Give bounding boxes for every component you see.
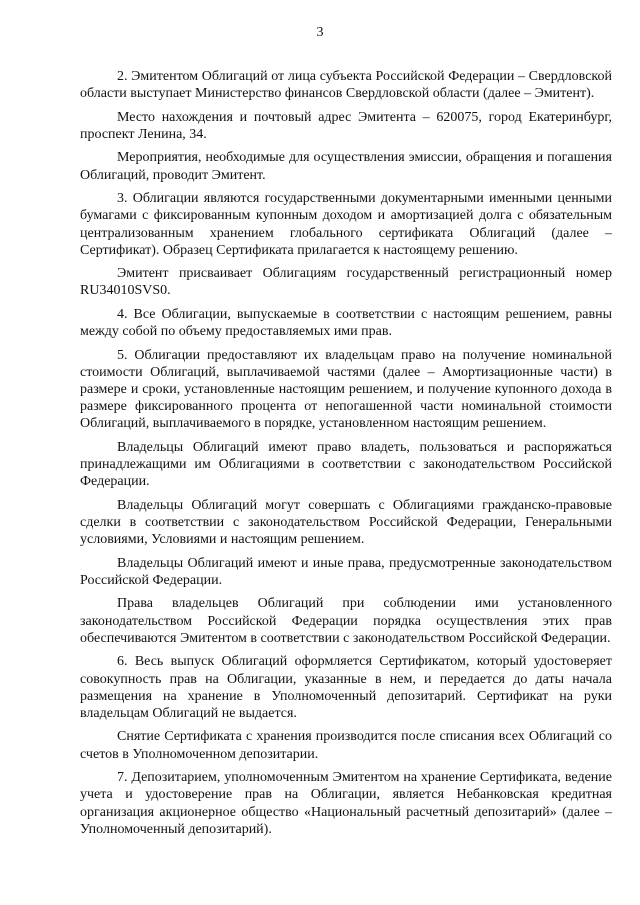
paragraph: Место нахождения и почтовый адрес Эмитента – 620075, город Екатеринбург, проспект Ленина, 34. bbox=[80, 109, 612, 142]
paragraph: Владельцы Облигаций имеют право владеть, пользоваться и распоряжаться принадлежащими им Облигациями в соответствии с законодательством Российской Федерации. bbox=[80, 439, 612, 490]
paragraph: Владельцы Облигаций могут совершать с Облигациями гражданско-правовые сделки в соответствии с законодательством Российской Федерации, Генеральными условиями, Условиями и настоящим решением. bbox=[80, 497, 612, 548]
paragraph: Права владельцев Облигаций при соблюдении ими установленного законодательством Российской Федерации порядка осуществления этих прав обеспечиваются Эмитентом в соответствии с законодательством Российской Федерации. bbox=[80, 596, 612, 646]
paragraph: Владельцы Облигаций имеют и иные права, предусмотренные законодательством Российской Федерации. bbox=[80, 555, 612, 588]
paragraph: Эмитент присваивает Облигациям государственный регистрационный номер RU34010SVS0. bbox=[80, 266, 612, 299]
paragraph: 5. Облигации предоставляют их владельцам право на получение номинальной стоимости Облигаций, выплачиваемой частями (далее – Амортизационные части) в размере и сроки, установленные настоящим решением, и получение купонного дохода в размере фиксированного процента от непогашенной части номинальной стоимости Облигаций, выплачиваемого в порядке, установленном настоящим решением. bbox=[80, 347, 612, 432]
paragraph: 6. Весь выпуск Облигаций оформляется Сертификатом, который удостоверяет совокупность прав на Облигации, указанные в нем, и передается до даты начала размещения на хранение в Уполномоченный депозитарий. Сертификат на руки владельцам Облигаций не выдается. bbox=[80, 654, 612, 721]
paragraph: Мероприятия, необходимые для осуществления эмиссии, обращения и погашения Облигаций, проводит Эмитент. bbox=[80, 150, 612, 183]
paragraph: 4. Все Облигации, выпускаемые в соответствии с настоящим решением, равны между собой по объему предоставляемых ими прав. bbox=[80, 306, 612, 340]
document-body bbox=[80, 68, 612, 844]
paragraph: 7. Депозитарием, уполномоченным Эмитентом на хранение Сертификата, ведение учета и удостоверение прав на Облигации, является Небанковская кредитная организация акционерное общество «Национальный расчетный депозитарий» (далее – Уполномоченный депозитарий). bbox=[80, 770, 612, 837]
page-number: 3 bbox=[316, 25, 324, 40]
paragraph: 3. Облигации являются государственными документарными именными ценными бумагами с фиксированным купонным доходом и амортизацией долга с обязательным централизованным хранением глобального сертификата Облигаций (далее – Сертификат). Образец Сертификата прилагается к настоящему решению. bbox=[80, 191, 612, 258]
paragraph: Снятие Сертификата с хранения производится после списания всех Облигаций со счетов в Уполномоченном депозитарии. bbox=[80, 729, 612, 762]
paragraph: 2. Эмитентом Облигаций от лица субъекта Российской Федерации – Свердловской области выступает Министерство финансов Свердловской области (далее – Эмитент). bbox=[80, 69, 612, 102]
